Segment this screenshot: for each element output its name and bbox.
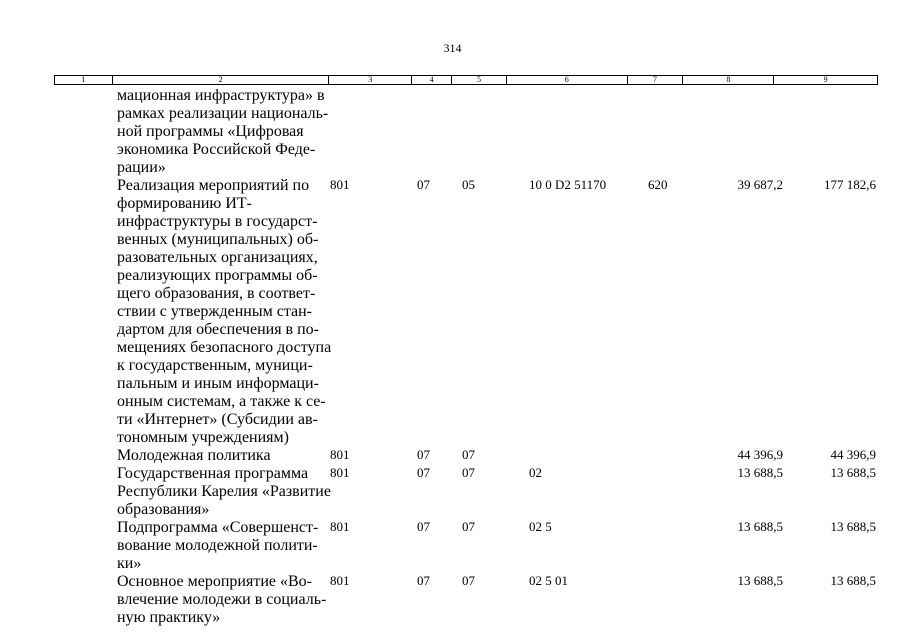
description-line: разовательных организациях, bbox=[117, 249, 318, 266]
table-column-number-header bbox=[54, 75, 878, 85]
cell-column-3: 801 bbox=[330, 177, 350, 192]
description-line: ствии с утвержденным стан- bbox=[117, 303, 313, 320]
cell-column-3: 801 bbox=[330, 573, 350, 588]
cell-column-4: 07 bbox=[417, 465, 430, 480]
cell-column-5: 07 bbox=[462, 573, 475, 588]
table-row bbox=[0, 87, 905, 177]
cell-column-4: 07 bbox=[417, 447, 430, 462]
table-row bbox=[0, 465, 905, 519]
page-number: 314 bbox=[443, 41, 462, 55]
description-line: экономика Российской Феде- bbox=[117, 141, 316, 158]
cell-column-9: 44 396,9 bbox=[830, 447, 876, 462]
description-line: рамках реализации националь- bbox=[117, 105, 329, 122]
table-row bbox=[0, 177, 905, 447]
row-description bbox=[117, 87, 905, 177]
description-line: ной программы «Цифровая bbox=[117, 123, 304, 140]
table-row bbox=[0, 447, 905, 465]
column-number-1: 1 bbox=[81, 75, 86, 84]
description-line: образования» bbox=[117, 501, 210, 518]
description-line: мещениях безопасного доступа bbox=[117, 339, 332, 356]
cell-column-8: 39 687,2 bbox=[737, 177, 783, 192]
column-number-6: 6 bbox=[506, 76, 627, 84]
cell-column-8: 44 396,9 bbox=[737, 447, 783, 462]
cell-column-5: 05 bbox=[462, 177, 475, 192]
table-body bbox=[0, 87, 905, 627]
cell-column-6: 02 5 bbox=[529, 519, 552, 534]
description-line: венных (муниципальных) об- bbox=[117, 231, 319, 248]
cell-column-8: 13 688,5 bbox=[737, 465, 783, 480]
description-line: вование молодежной полити- bbox=[117, 537, 318, 554]
cell-column-6: 02 bbox=[529, 465, 542, 480]
description-line: щего образования, в соответ- bbox=[117, 285, 316, 302]
cell-column-5: 07 bbox=[462, 447, 475, 462]
cell-column-5: 07 bbox=[462, 465, 475, 480]
column-number-5: 5 bbox=[451, 76, 506, 84]
cell-column-9: 13 688,5 bbox=[830, 465, 876, 480]
column-number-4: 4 bbox=[411, 76, 451, 84]
cell-column-6: 10 0 D2 51170 bbox=[529, 177, 607, 192]
cell-column-9: 177 182,6 bbox=[824, 177, 876, 192]
column-number-8: 8 bbox=[682, 76, 773, 84]
row-description bbox=[117, 177, 905, 447]
description-line: пальным и иным информаци- bbox=[117, 375, 319, 392]
row-description bbox=[117, 519, 905, 573]
table-row bbox=[0, 519, 905, 573]
description-line: влечение молодежи в социаль- bbox=[117, 591, 327, 608]
description-line: инфраструктуры в государст- bbox=[117, 213, 318, 230]
cell-column-3: 801 bbox=[330, 447, 350, 462]
description-line: к государственным, муници- bbox=[117, 357, 313, 374]
description-line: онным системам, а также к се- bbox=[117, 393, 326, 410]
cell-column-6: 02 5 01 bbox=[529, 573, 568, 588]
description-line: Молодежная политика bbox=[117, 447, 271, 464]
description-line: Основное мероприятие «Во- bbox=[117, 573, 312, 590]
cell-column-4: 07 bbox=[417, 573, 430, 588]
description-line: Государственная программа bbox=[117, 465, 309, 482]
column-number-9: 9 bbox=[773, 76, 877, 84]
description-line: мационная инфраструктура» в bbox=[117, 87, 325, 104]
cell-column-4: 07 bbox=[417, 519, 430, 534]
description-line: Республики Карелия «Развитие bbox=[117, 483, 331, 500]
column-number-3: 3 bbox=[328, 76, 411, 84]
description-line: ти «Интернет» (Субсидии ав- bbox=[117, 411, 318, 428]
cell-column-9: 13 688,5 bbox=[830, 573, 876, 588]
cell-column-9: 13 688,5 bbox=[830, 519, 876, 534]
column-number-7: 7 bbox=[627, 76, 683, 84]
description-line: рации» bbox=[117, 159, 166, 176]
cell-column-8: 13 688,5 bbox=[737, 573, 783, 588]
description-line: дартом для обеспечения в по- bbox=[117, 321, 319, 338]
cell-column-7: 620 bbox=[648, 177, 668, 192]
description-line: ки» bbox=[117, 555, 142, 572]
description-line: Подпрограмма «Совершенст- bbox=[117, 519, 319, 536]
table-row bbox=[0, 573, 905, 627]
description-line: Реализация мероприятий по bbox=[117, 177, 310, 194]
column-number-2: 2 bbox=[112, 76, 328, 84]
cell-column-3: 801 bbox=[330, 519, 350, 534]
cell-column-4: 07 bbox=[417, 177, 430, 192]
description-line: тономным учреждениям) bbox=[117, 429, 289, 446]
row-description bbox=[117, 465, 905, 519]
cell-column-3: 801 bbox=[330, 465, 350, 480]
description-line: реализующих программы об- bbox=[117, 267, 318, 284]
cell-column-8: 13 688,5 bbox=[737, 519, 783, 534]
row-description bbox=[117, 573, 905, 627]
description-line: ную практику» bbox=[117, 609, 221, 626]
description-line: формированию ИТ- bbox=[117, 195, 252, 212]
cell-column-5: 07 bbox=[462, 519, 475, 534]
row-description bbox=[117, 447, 905, 465]
